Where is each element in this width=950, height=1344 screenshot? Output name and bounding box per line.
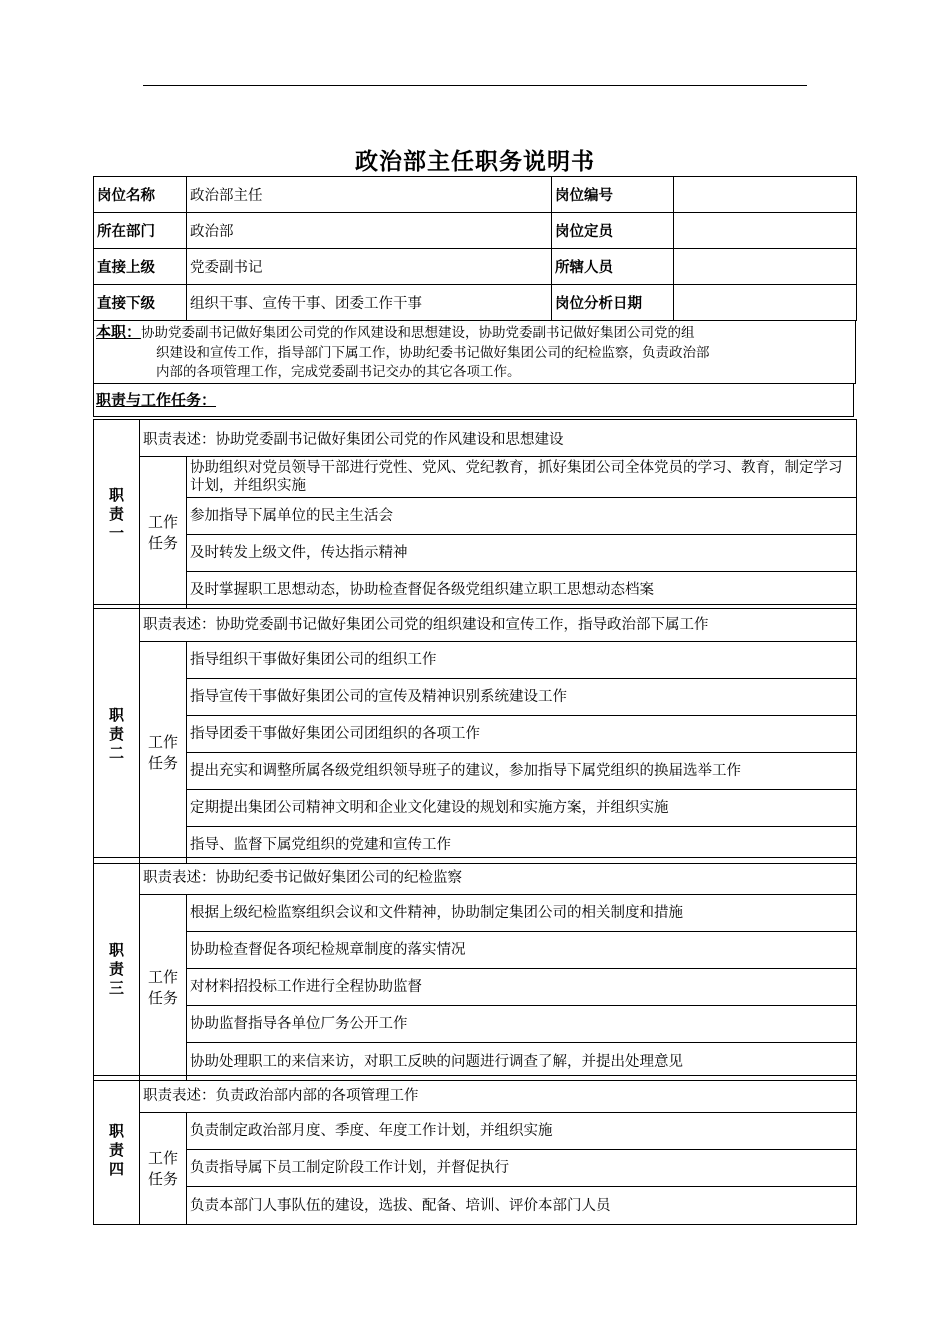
- duty-description-prefix: 职责表述：: [143, 1087, 216, 1104]
- task-row: [94, 498, 857, 535]
- duty-label: [94, 605, 140, 864]
- task-row: [94, 753, 857, 790]
- task-label: [140, 895, 187, 1081]
- duty-description-text: 协助党委副书记做好集团公司党的作风建设和思想建设: [215, 431, 564, 448]
- task-item: 负责制定政治部月度、季度、年度工作计划，并组织实施: [187, 1113, 857, 1150]
- task-item: 指导、监督下属党组织的党建和宣传工作: [187, 827, 857, 864]
- task-label-line: 任务: [147, 753, 178, 772]
- task-item: 指导宣传干事做好集团公司的宣传及精神识别系统建设工作: [187, 679, 857, 716]
- document-title: 政治部主任职务说明书: [355, 149, 595, 175]
- task-item: 协助监督指导各单位厂务公开工作: [187, 1006, 857, 1043]
- task-row: [94, 1006, 857, 1043]
- main-responsibility-label: 本职：: [96, 323, 142, 341]
- task-label-line: 任务: [147, 1169, 178, 1188]
- task-row: [94, 457, 857, 498]
- task-row: [94, 790, 857, 827]
- main-responsibility-text: 协助党委副书记做好集团公司党的作风建设和思想建设，协助党委副书记做好集团公司党的组: [141, 325, 695, 341]
- duty-description-prefix: 职责表述：: [143, 869, 216, 886]
- duty-label: [94, 420, 140, 609]
- info-row-department: [94, 213, 857, 249]
- main-responsibility-text: 内部的各项管理工作，完成党委副书记交办的其它各项工作。: [156, 364, 521, 380]
- info-label: 所在部门: [94, 213, 187, 249]
- task-row: [94, 679, 857, 716]
- job-info-table: [93, 176, 857, 321]
- duty-block: [93, 1075, 857, 1225]
- main-responsibility: [93, 320, 856, 384]
- info-value: 政治部主任: [187, 177, 552, 213]
- duty-description-row: [94, 605, 857, 642]
- task-item: 负责指导属下员工制定阶段工作计划，并督促执行: [187, 1150, 857, 1187]
- info-label: 岗位编号: [552, 177, 674, 213]
- duty-description-row: [94, 1076, 857, 1113]
- duty-label-char: 责: [108, 724, 124, 743]
- info-value: [674, 249, 857, 285]
- duty-label-char: 一: [108, 523, 124, 542]
- task-label: [140, 642, 187, 864]
- info-label: 岗位名称: [94, 177, 187, 213]
- task-label-line: 工作: [147, 967, 178, 986]
- header-rule: [143, 85, 807, 86]
- task-item: 负责本部门人事队伍的建设，选拔、配备、培训、评价本部门人员: [187, 1187, 857, 1225]
- info-row-position-name: [94, 177, 857, 213]
- duty-label-char: 责: [108, 959, 124, 978]
- duty-label-char: 职: [108, 705, 124, 724]
- info-label: 岗位分析日期: [552, 285, 674, 321]
- task-row: [94, 535, 857, 572]
- duty-label-char: 职: [108, 485, 124, 504]
- info-label: 岗位定员: [552, 213, 674, 249]
- duty-description: [140, 1076, 857, 1113]
- duty-description: [140, 858, 857, 895]
- task-row: [94, 1113, 857, 1150]
- task-item: 协助组织对党员领导干部进行党性、党风、党纪教育，抓好集团公司全体党员的学习、教育，制定学习计划，并组织实施: [187, 457, 857, 498]
- main-responsibility-text: 织建设和宣传工作，指导部门下属工作，协助纪委书记做好集团公司的纪检监察，负责政治部: [156, 344, 710, 361]
- duty-description-row: [94, 858, 857, 895]
- duty-description-prefix: 职责表述：: [143, 431, 216, 448]
- task-row: [94, 1187, 857, 1225]
- duty-label: [94, 858, 140, 1081]
- task-label-line: 任务: [147, 533, 178, 552]
- info-value: [674, 177, 857, 213]
- task-row: [94, 932, 857, 969]
- task-item: 指导团委干事做好集团公司团组织的各项工作: [187, 716, 857, 753]
- duty-description-text: 协助纪委书记做好集团公司的纪检监察: [215, 869, 462, 886]
- info-label: 所辖人员: [552, 249, 674, 285]
- task-item: 协助处理职工的来信来访，对职工反映的问题进行调查了解，并提出处理意见: [187, 1043, 857, 1081]
- info-label: 直接下级: [94, 285, 187, 321]
- task-item: 定期提出集团公司精神文明和企业文化建设的规划和实施方案，并组织实施: [187, 790, 857, 827]
- duty-label-char: 二: [108, 743, 124, 762]
- task-label-line: 工作: [147, 1148, 178, 1167]
- task-item: 根据上级纪检监察组织会议和文件精神，协助制定集团公司的相关制度和措施: [187, 895, 857, 932]
- task-item: 及时掌握职工思想动态，协助检查督促各级党组织建立职工思想动态档案: [187, 572, 857, 609]
- duty-description-row: [94, 420, 857, 457]
- duties-heading: [93, 383, 854, 417]
- duty-label-char: 四: [108, 1159, 124, 1178]
- duty-label-char: 职: [108, 940, 124, 959]
- info-value: 组织干事、宣传干事、团委工作干事: [187, 285, 552, 321]
- task-row: [94, 895, 857, 932]
- info-value: 党委副书记: [187, 249, 552, 285]
- duty-description-text: 负责政治部内部的各项管理工作: [215, 1087, 419, 1104]
- task-item: 协助检查督促各项纪检规章制度的落实情况: [187, 932, 857, 969]
- info-label: 直接上级: [94, 249, 187, 285]
- duty-label-char: 职: [108, 1121, 124, 1140]
- task-row: [94, 642, 857, 679]
- task-row: [94, 969, 857, 1006]
- duty-block: [93, 604, 857, 864]
- info-value: 政治部: [187, 213, 552, 249]
- duty-label-char: 三: [108, 978, 124, 997]
- task-item: 参加指导下属单位的民主生活会: [187, 498, 857, 535]
- info-value: [674, 213, 857, 249]
- duty-description-text: 协助党委副书记做好集团公司党的组织建设和宣传工作，指导政治部下属工作: [215, 616, 709, 633]
- duty-label: [94, 1076, 140, 1225]
- task-row: [94, 1150, 857, 1187]
- task-row: [94, 716, 857, 753]
- task-item: 提出充实和调整所属各级党组织领导班子的建议，参加指导下属党组织的换届选举工作: [187, 753, 857, 790]
- duty-description: [140, 605, 857, 642]
- task-row: [94, 572, 857, 609]
- duties-heading-text: 职责与工作任务：: [96, 391, 217, 409]
- task-label-line: 工作: [147, 512, 178, 531]
- info-value: [674, 285, 857, 321]
- duty-block: [93, 857, 857, 1081]
- task-label-line: 工作: [147, 732, 178, 751]
- task-label: [140, 457, 187, 609]
- task-item: 及时转发上级文件，传达指示精神: [187, 535, 857, 572]
- info-row-supervisor: [94, 249, 857, 285]
- duty-label-char: 责: [108, 504, 124, 523]
- duty-description: [140, 420, 857, 457]
- task-item: 指导组织干事做好集团公司的组织工作: [187, 642, 857, 679]
- duty-block: [93, 419, 857, 609]
- duty-label-char: 责: [108, 1140, 124, 1159]
- task-label: [140, 1113, 187, 1225]
- info-row-subordinates: [94, 285, 857, 321]
- duty-description-prefix: 职责表述：: [143, 616, 216, 633]
- task-label-line: 任务: [147, 988, 178, 1007]
- task-item: 对材料招投标工作进行全程协助监督: [187, 969, 857, 1006]
